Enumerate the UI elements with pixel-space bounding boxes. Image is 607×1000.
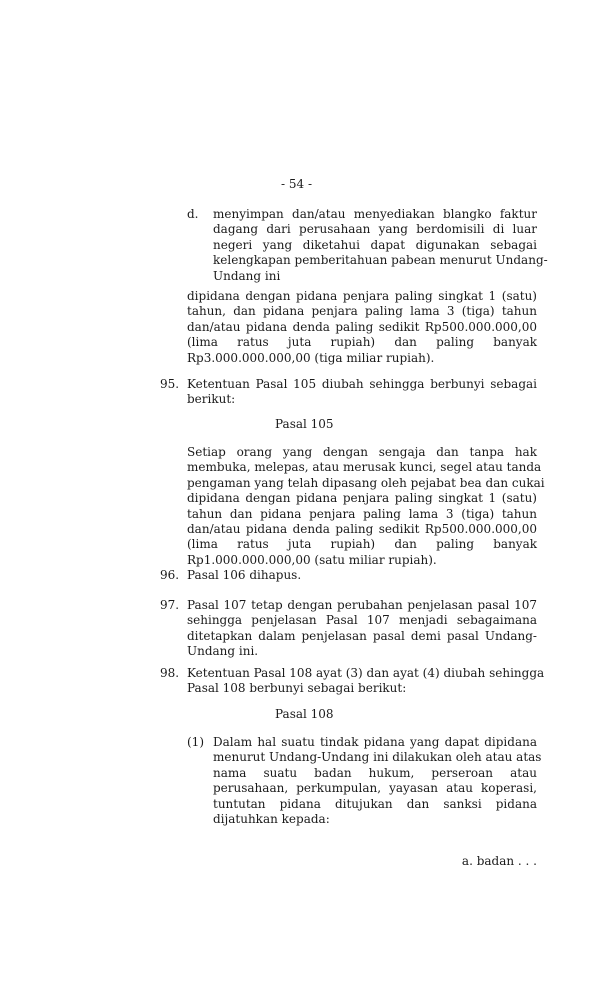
clause-1-text (213, 735, 542, 827)
text-line: menurut Undang-Undang ini dilakukan oleh atau atas (213, 750, 542, 765)
item-96-text (187, 568, 537, 583)
item-97-marker: 97. (160, 598, 180, 612)
text-line: Pasal 106 dihapus. (187, 568, 302, 582)
item-d-marker: d. (187, 207, 199, 221)
text-line: (lima ratus juta rupiah) dan paling banyak (187, 537, 537, 552)
text-line: kelengkapan pemberitahuan pabean menurut Undang- (213, 253, 548, 268)
item-98-marker: 98. (160, 666, 180, 680)
item-d-text (213, 207, 548, 284)
clause-1-marker: (1) (187, 735, 204, 749)
text-line: pengaman yang telah dipasang oleh pejabat bea dan cukai (187, 475, 545, 490)
item-95-marker: 95. (160, 377, 180, 391)
text-line: Ketentuan Pasal 105 diubah sehingga berbunyi sebagai (187, 377, 537, 391)
item-95-text (187, 377, 537, 408)
text-line: Ketentuan Pasal 108 ayat (3) dan ayat (4) diubah sehingga (187, 666, 545, 680)
text-line: dagang dari perusahaan yang berdomisili di luar (213, 222, 537, 237)
article-title-108: Pasal 108 (275, 707, 334, 721)
text-line: dijatuhkan kepada: (213, 811, 330, 826)
text-line: dipidana dengan pidana penjara paling singkat 1 (satu) (187, 289, 537, 303)
text-line: tahun dan pidana penjara paling lama 3 (tiga) tahun (187, 506, 537, 521)
text-line: Pasal 108 berbunyi sebagai berikut: (187, 681, 407, 696)
text-line: Pasal 107 tetap dengan perubahan penjelasan pasal 107 (187, 598, 537, 612)
item-98-text (187, 666, 545, 697)
text-line: Rp3.000.000.000,00 (tiga miliar rupiah). (187, 350, 435, 365)
page-number: - 54 - (281, 177, 313, 191)
text-line: nama suatu badan hukum, perseroan atau (213, 765, 537, 780)
text-line: menyimpan dan/atau menyediakan blangko faktur (213, 207, 537, 221)
text-line: negeri yang diketahui dapat digunakan sebagai (213, 237, 537, 252)
item-d-penalty (187, 289, 537, 366)
text-line: tuntutan pidana ditujukan dan sanksi pidana (213, 796, 537, 811)
text-line: sehingga penjelasan Pasal 107 menjadi sebagaimana (187, 613, 537, 628)
text-line: berikut: (187, 392, 236, 407)
text-line: Dalam hal suatu tindak pidana yang dapat dipidana (213, 735, 537, 749)
article-105-text (187, 445, 545, 568)
text-line: dan/atau pidana denda paling sedikit Rp500.000.000,00 (187, 319, 537, 334)
text-line: membuka, melepas, atau merusak kunci, segel atau tanda (187, 460, 542, 475)
text-line: (lima ratus juta rupiah) dan paling banyak (187, 335, 537, 350)
text-line: dan/atau pidana denda paling sedikit Rp500.000.000,00 (187, 521, 537, 536)
text-line: dipidana dengan pidana penjara paling singkat 1 (satu) (187, 491, 537, 506)
text-line: Undang ini (213, 268, 281, 283)
article-title-105: Pasal 105 (275, 417, 334, 431)
text-line: Undang ini. (187, 644, 259, 659)
text-line: ditetapkan dalam penjelasan pasal demi pasal Undang- (187, 628, 537, 643)
item-97-text (187, 598, 537, 660)
continuation-marker: a. badan . . . (461, 854, 537, 868)
text-line: tahun, dan pidana penjara paling lama 3 (tiga) tahun (187, 304, 537, 319)
item-96-marker: 96. (160, 568, 180, 582)
text-line: perusahaan, perkumpulan, yayasan atau koperasi, (213, 781, 537, 796)
text-line: Setiap orang yang dengan sengaja dan tanpa hak (187, 445, 537, 459)
text-line: Rp1.000.000.000,00 (satu miliar rupiah). (187, 552, 437, 567)
